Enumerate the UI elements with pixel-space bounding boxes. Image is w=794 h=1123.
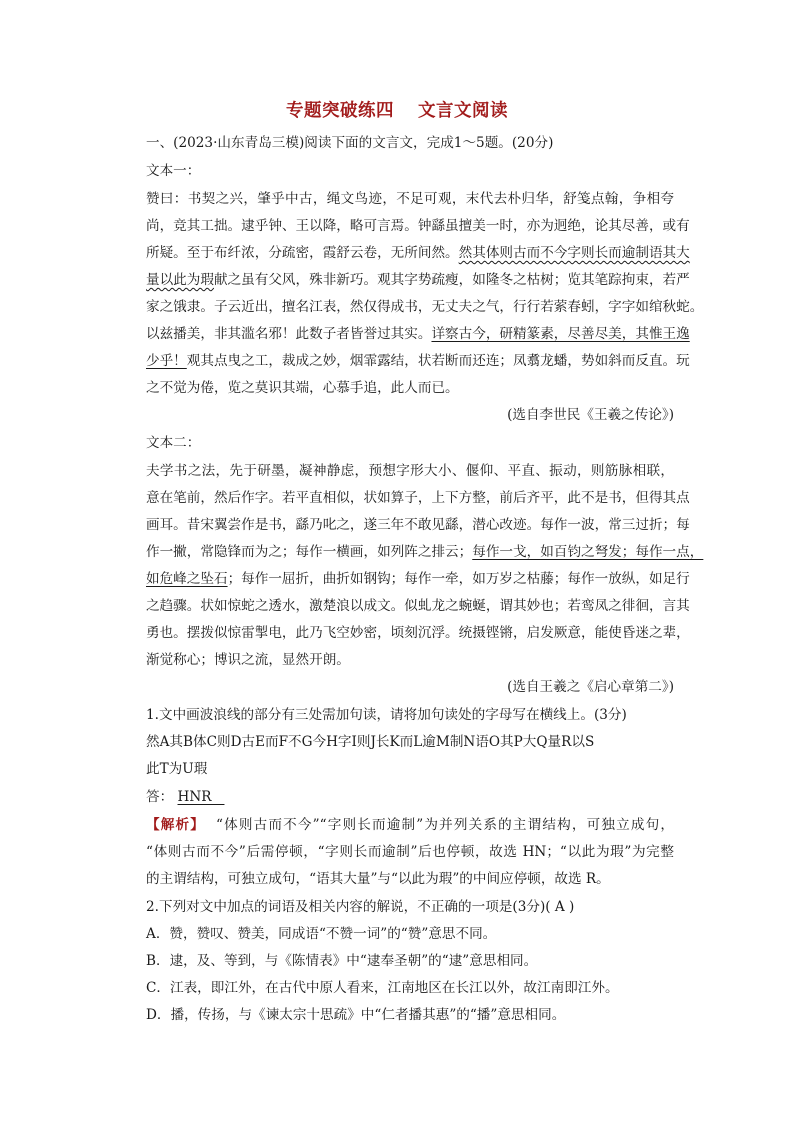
title-left: 专题突破练四 <box>286 101 394 121</box>
text-span: 所疑。至于布纤浓，分疏密，霞舒云卷，无所间然。 <box>146 245 459 261</box>
underlined-text: 少乎！ <box>146 353 187 369</box>
answer-value: A <box>554 899 565 915</box>
text2-source: (选自王羲之《启心章第二》) <box>507 679 674 695</box>
analysis-label: 【解析】 <box>146 817 206 833</box>
text1-line <box>146 351 690 371</box>
text-span: 作一撇，常隐锋而为之；每作一横画，如列阵之排云； <box>146 544 473 560</box>
text1-line: 之不觉为倦，览之莫识其端，心慕手追，此人而已。 <box>146 380 459 396</box>
option-d: D．播，传扬，与《谏太宗十思疏》中“仁者播其惠”的“播”意思相同。 <box>146 1007 566 1023</box>
text-span: 观其点曳之工，裁成之妙，烟霏露结，状若断而还连；凤翥龙蟠，势如斜而反直。玩 <box>186 353 690 369</box>
question-1-analysis: “体则古而不今”后需停顿，“字则长而逾制”后也停顿，故选 HN；“以此为瑕”为完整 <box>146 844 674 860</box>
text1-line: 赞曰：书契之兴，肇乎中古，绳文鸟迹，不足可观，末代去朴归华，舒笺点翰，争相夸 <box>146 191 674 207</box>
question-1-analysis: 的主谓结构，可独立成句，“语其大量”与“以此为瑕”的中间应停顿，故选 R。 <box>146 871 610 887</box>
text2-line: 意在笔前，然后作字。若平直相似，状如算子，上下方整，前后齐平，此不是书，但得其点 <box>146 490 690 506</box>
text1-label: 文本一： <box>146 163 201 179</box>
text-span: ；每作一屈折，曲折如钢钩；每作一牵，如万岁之枯藤；每作一放纵，如足行 <box>227 571 690 587</box>
text1-line <box>146 243 690 263</box>
question-1-options: 此T为U瑕 <box>146 761 208 777</box>
text-span: 2.下列对文中加点的词语及相关内容的解说，不正确的一项是(3分)( <box>146 899 551 915</box>
question-1-stem: 1.文中画波浪线的部分有三处需加句读，请将加句读处的字母写在横线上。(3分) <box>146 707 627 723</box>
text2-line: 渐觉称心；博识之流，显然开朗。 <box>146 652 350 668</box>
text2-line: 勇也。摆拨似惊雷掣电，此乃飞空妙密，顷刻沉浮。统摄铿锵，启发厥意，能使昏迷之辈， <box>146 625 690 641</box>
question-1-options: 然A其B体C则D古E而F不G今H字I则J长K而L逾M制N语O其P大Q量R以S <box>146 734 595 750</box>
text2-line: 夫学书之法，先于研墨，凝神静虑，预想字形大小、偃仰、平直、振动，则筋脉相联， <box>146 463 674 479</box>
text1-line: 家之饿隶。子云近出，擅名江表，然仅得成书，无丈夫之气，行行若萦春蚓，字字如绾秋蛇。 <box>146 299 704 315</box>
text1-source: (选自李世民《王羲之传论》) <box>507 407 674 423</box>
option-a: A．赞，赞叹、赞美，同成语“不赞一词”的“赞”意思不同。 <box>146 926 497 942</box>
text-span: “体则古而不今”“字则长而逾制”为并列关系的主谓结构，可独立成句， <box>216 817 675 833</box>
text1-line <box>146 324 690 344</box>
text2-line: 画耳。昔宋翼尝作是书，繇乃叱之，遂三年不敢见繇，潜心改迹。每作一波，常三过折；每 <box>146 517 690 533</box>
title-right: 文言文阅读 <box>418 101 508 121</box>
option-c: C．江表，即江外，在古代中原人看来，江南地区在长江以外，故江南即江外。 <box>146 980 619 996</box>
question-1-analysis <box>146 815 674 835</box>
text2-line <box>146 542 703 562</box>
question-1-answer <box>146 787 224 807</box>
text-span: 以兹播美，非其滥名邪！此数子者皆誉过其实。 <box>146 326 432 342</box>
underlined-text: 每作一戈，如百钧之弩发；每作一点， <box>472 544 704 560</box>
option-b: B．逮，及、等到，与《陈情表》中“逮奉圣朝”的“逮”意思相同。 <box>146 953 538 969</box>
intro-line: 一、(2023·山东青岛三模)阅读下面的文言文，完成1～5题。(20分) <box>146 135 554 151</box>
answer-value: HNR <box>177 789 212 805</box>
page-title <box>0 97 794 122</box>
text1-line <box>146 270 690 290</box>
text2-label: 文本二： <box>146 435 201 451</box>
text-span: ) <box>569 899 575 915</box>
wavy-underlined-text: 然其体则古而不今字则长而逾制语其大 <box>458 245 690 261</box>
text2-line <box>146 569 690 589</box>
underlined-text: 如危峰之坠石 <box>146 571 228 587</box>
text1-line: 尚，竞其工拙。逮乎钟、王以降，略可言焉。钟繇虽擅美一时，亦为迥绝，论其尽善，或有 <box>146 218 690 234</box>
wavy-underlined-text: 量以此为瑕 <box>146 272 214 288</box>
text2-line: 之趋骤。状如惊蛇之透水，激楚浪以成文。似虬龙之蜿蜒，谓其妙也；若鸾凤之徘徊，言其 <box>146 598 690 614</box>
text-span: 献之虽有父风，殊非新巧。观其字势疏瘦，如隆冬之枯树；览其笔踪拘束，若严 <box>213 272 690 288</box>
underlined-text: 详察古今，研精篆素，尽善尽美，其惟王逸 <box>431 326 690 342</box>
answer-label: 答： <box>146 789 174 805</box>
question-2-stem <box>146 897 574 917</box>
